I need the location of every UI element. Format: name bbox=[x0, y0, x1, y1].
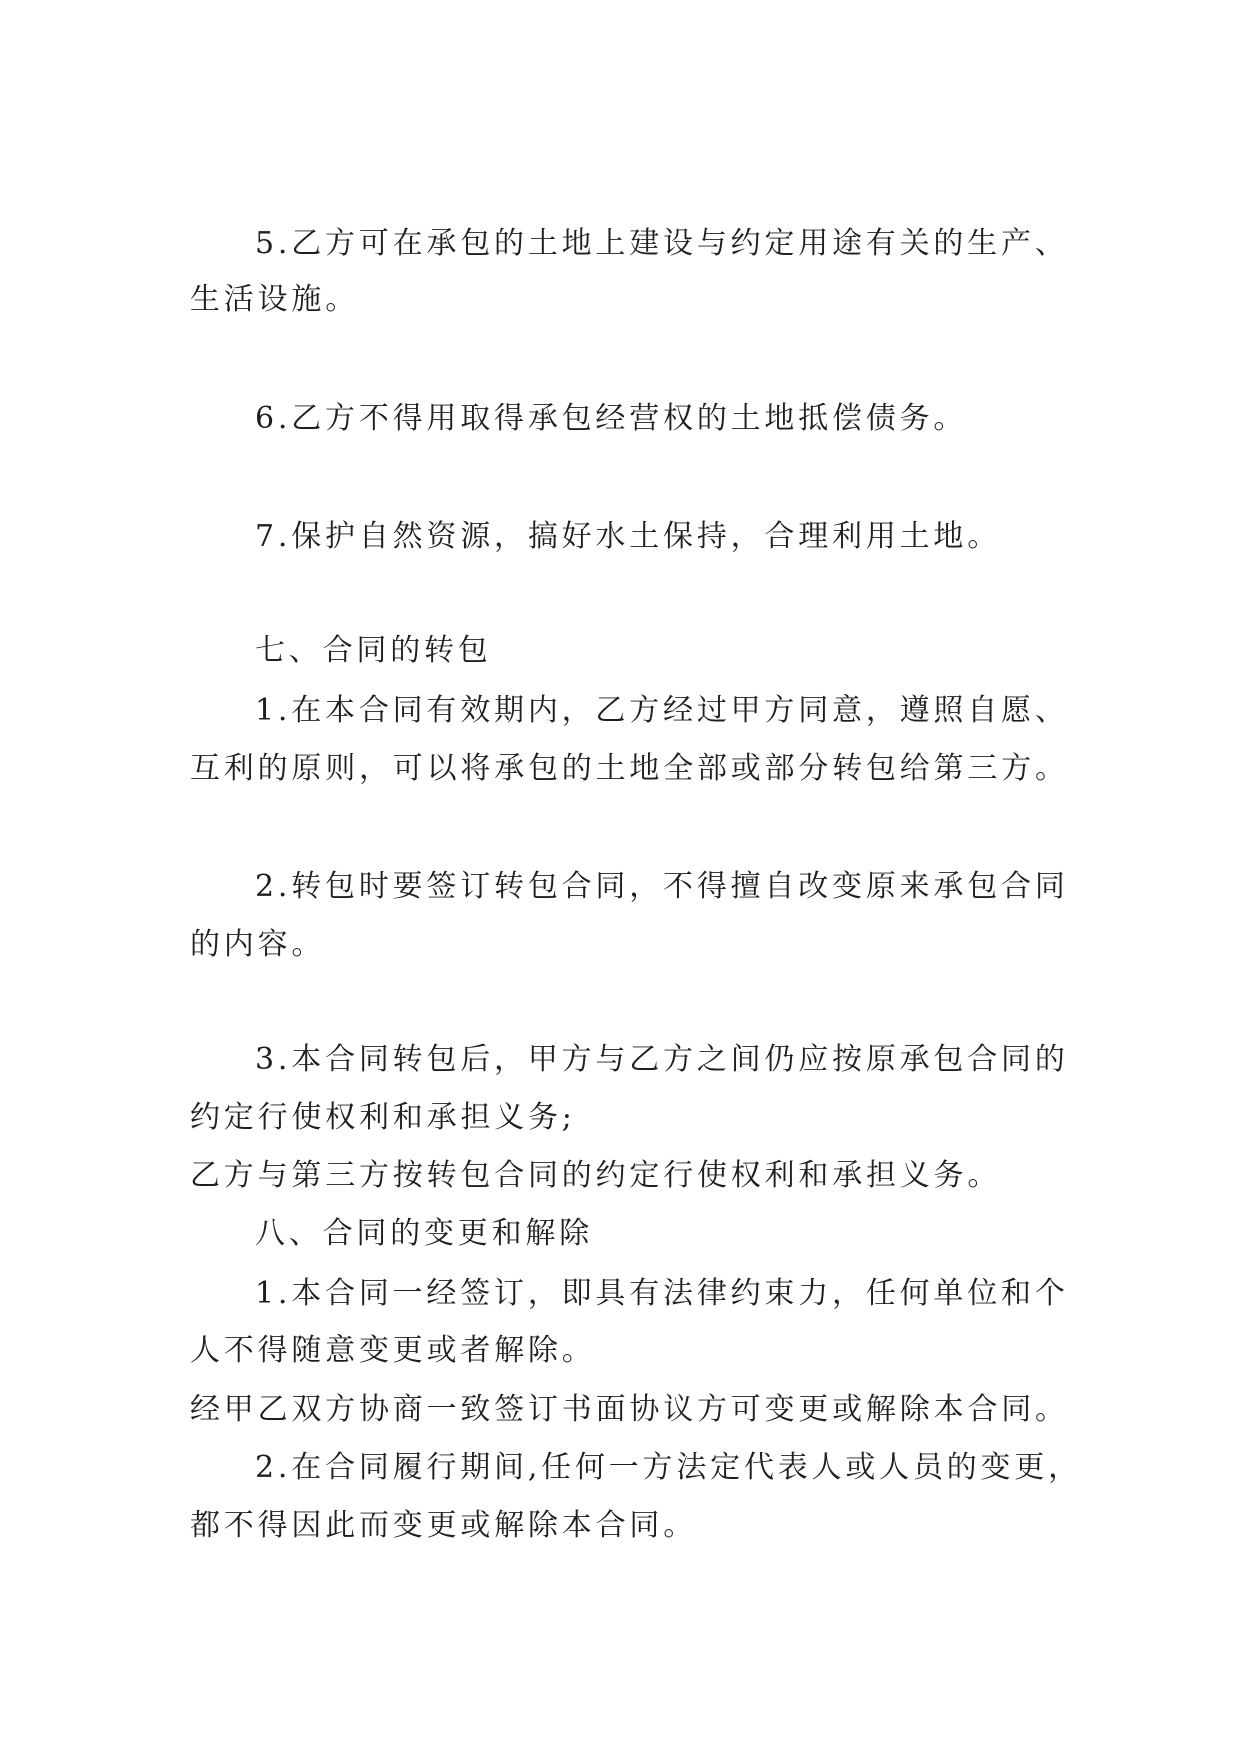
section-7-item-3-line-3: 乙方与第三方按转包合同的约定行使权利和承担义务。 bbox=[190, 1158, 1002, 1193]
section-7-item-3-line-1: 3.本合同转包后，甲方与乙方之间仍应按原承包合同的 bbox=[255, 1042, 1069, 1077]
section-7-item-1-line-2: 互利的原则，可以将承包的土地全部或部分转包给第三方。 bbox=[190, 751, 1069, 786]
item-7-line-1: 7.保护自然资源，搞好水土保持，合理利用土地。 bbox=[255, 519, 1002, 554]
item-5-line-1: 5.乙方可在承包的土地上建设与约定用途有关的生产、 bbox=[255, 226, 1069, 261]
section-8-item-1-line-3: 经甲乙双方协商一致签订书面协议方可变更或解除本合同。 bbox=[190, 1392, 1069, 1427]
item-5-line-2: 生活设施。 bbox=[190, 282, 359, 317]
section-7-heading: 七、合同的转包 bbox=[255, 633, 492, 668]
section-8-item-2-line-2: 都不得因此而变更或解除本合同。 bbox=[190, 1508, 697, 1543]
section-7-item-1-line-1: 1.在本合同有效期内，乙方经过甲方同意，遵照自愿、 bbox=[255, 693, 1069, 728]
section-8-item-1-line-2: 人不得随意变更或者解除。 bbox=[190, 1333, 596, 1368]
section-8-item-2-line-1: 2.在合同履行期间,任何一方法定代表人或人员的变更， bbox=[255, 1450, 1082, 1485]
section-7-item-2-line-2: 的内容。 bbox=[190, 927, 326, 962]
section-8-item-1-line-1: 1.本合同一经签订，即具有法律约束力，任何单位和个 bbox=[255, 1276, 1069, 1311]
section-7-item-3-line-2: 约定行使权利和承担义务; bbox=[190, 1100, 576, 1135]
section-8-heading: 八、合同的变更和解除 bbox=[255, 1216, 593, 1251]
section-7-item-2-line-1: 2.转包时要签订转包合同，不得擅自改变原来承包合同 bbox=[255, 869, 1069, 904]
item-6-line-1: 6.乙方不得用取得承包经营权的土地抵偿债务。 bbox=[255, 401, 968, 436]
